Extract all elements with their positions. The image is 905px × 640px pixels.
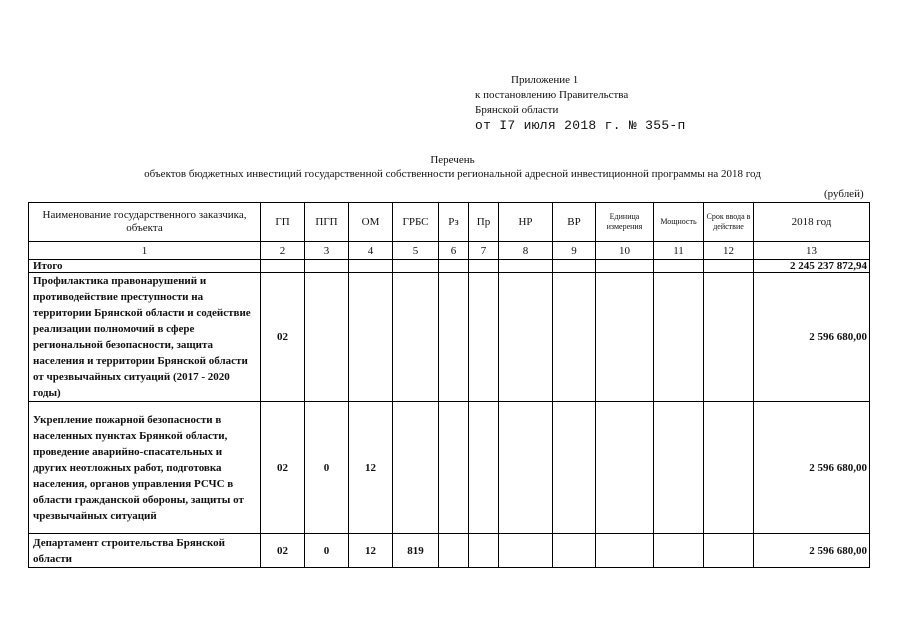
cell-pr	[469, 260, 499, 273]
cell-commissioning	[704, 402, 754, 534]
cell-rz	[439, 402, 469, 534]
col-num: 9	[553, 242, 596, 260]
cell-amount: 2 245 237 872,94	[754, 260, 870, 273]
cell-vr	[553, 273, 596, 402]
cell-nr	[499, 273, 553, 402]
cell-capacity	[654, 273, 704, 402]
col-num: 5	[393, 242, 439, 260]
cell-gp	[261, 260, 305, 273]
cell-pr	[469, 402, 499, 534]
cell-om: 12	[349, 402, 393, 534]
row-name: Департамент строительства Брянской области	[29, 534, 261, 568]
col-header-unit: Единица измерения	[596, 203, 654, 242]
cell-vr	[553, 534, 596, 568]
decree-date-number: от I7 июля 2018 г. № 355-п	[475, 118, 686, 133]
cell-gp: 02	[261, 273, 305, 402]
col-num: 8	[499, 242, 553, 260]
col-num: 1	[29, 242, 261, 260]
cell-pgp	[305, 260, 349, 273]
cell-commissioning	[704, 260, 754, 273]
table-row	[29, 273, 870, 402]
cell-vr	[553, 402, 596, 534]
cell-nr	[499, 260, 553, 273]
col-header-gp: ГП	[261, 203, 305, 242]
cell-unit	[596, 534, 654, 568]
title-line-1: Перечень	[430, 154, 475, 166]
cell-unit	[596, 273, 654, 402]
col-header-pr: Пр	[469, 203, 499, 242]
cell-pgp: 0	[305, 534, 349, 568]
cell-grbs	[393, 402, 439, 534]
col-header-vr: ВР	[553, 203, 596, 242]
appendix-label: Приложение 1	[511, 74, 579, 86]
column-number-row	[29, 242, 870, 260]
row-name: Итого	[29, 260, 261, 273]
cell-om	[349, 260, 393, 273]
col-header-rz: Рз	[439, 203, 469, 242]
cell-om: 12	[349, 534, 393, 568]
table-row-total	[29, 260, 870, 273]
cell-pgp	[305, 273, 349, 402]
col-num: 7	[469, 242, 499, 260]
cell-gp: 02	[261, 534, 305, 568]
col-num: 13	[754, 242, 870, 260]
row-name: Профилактика правонарушений и противодействие преступности на территории Брянской области и содействие реализации полномочий в сфере региональной безопасности, защита населения и территории Брянской области от чрезвычайных ситуаций (2017 - 2020 годы)	[29, 273, 261, 402]
cell-unit	[596, 402, 654, 534]
cell-amount: 2 596 680,00	[754, 534, 870, 568]
col-header-om: ОМ	[349, 203, 393, 242]
col-header-capacity: Мощность	[654, 203, 704, 242]
cell-rz	[439, 260, 469, 273]
cell-unit	[596, 260, 654, 273]
col-num: 11	[654, 242, 704, 260]
col-header-grbs: ГРБС	[393, 203, 439, 242]
col-num: 3	[305, 242, 349, 260]
cell-commissioning	[704, 273, 754, 402]
column-header-row	[29, 203, 870, 242]
col-num: 6	[439, 242, 469, 260]
col-header-name: Наименование государственного заказчика, объекта	[29, 203, 261, 242]
title-line-2: объектов бюджетных инвестиций государственной собственности региональной адресной инвестиционной программы на 2018 год	[144, 168, 761, 180]
investment-table	[28, 202, 870, 568]
cell-capacity	[654, 534, 704, 568]
cell-grbs	[393, 260, 439, 273]
cell-grbs: 819	[393, 534, 439, 568]
document-title	[0, 153, 905, 181]
cell-nr	[499, 402, 553, 534]
cell-pr	[469, 534, 499, 568]
cell-capacity	[654, 260, 704, 273]
cell-rz	[439, 273, 469, 402]
col-header-year: 2018 год	[754, 203, 870, 242]
cell-gp: 02	[261, 402, 305, 534]
table-row	[29, 402, 870, 534]
cell-capacity	[654, 402, 704, 534]
col-num: 10	[596, 242, 654, 260]
cell-pgp: 0	[305, 402, 349, 534]
cell-nr	[499, 534, 553, 568]
col-header-nr: НР	[499, 203, 553, 242]
cell-om	[349, 273, 393, 402]
cell-commissioning	[704, 534, 754, 568]
cell-amount: 2 596 680,00	[754, 273, 870, 402]
col-num: 4	[349, 242, 393, 260]
cell-grbs	[393, 273, 439, 402]
table-row	[29, 534, 870, 568]
decree-reference: к постановлению Правительства	[475, 89, 629, 101]
cell-pr	[469, 273, 499, 402]
cell-rz	[439, 534, 469, 568]
row-name: Укрепление пожарной безопасности в населенных пунктах Брянкой области, проведение аварийно-спасательных и других неотложных работ, подготовка населения, органов управления РСЧС в области гражданской обороны, защиты от чрезвычайных ситуаций	[29, 402, 261, 534]
col-header-commissioning: Срок ввода в действие	[704, 203, 754, 242]
col-header-pgp: ПГП	[305, 203, 349, 242]
col-num: 2	[261, 242, 305, 260]
units-label: (рублей)	[824, 188, 864, 200]
cell-vr	[553, 260, 596, 273]
cell-amount: 2 596 680,00	[754, 402, 870, 534]
region-name: Брянской области	[475, 104, 559, 116]
col-num: 12	[704, 242, 754, 260]
